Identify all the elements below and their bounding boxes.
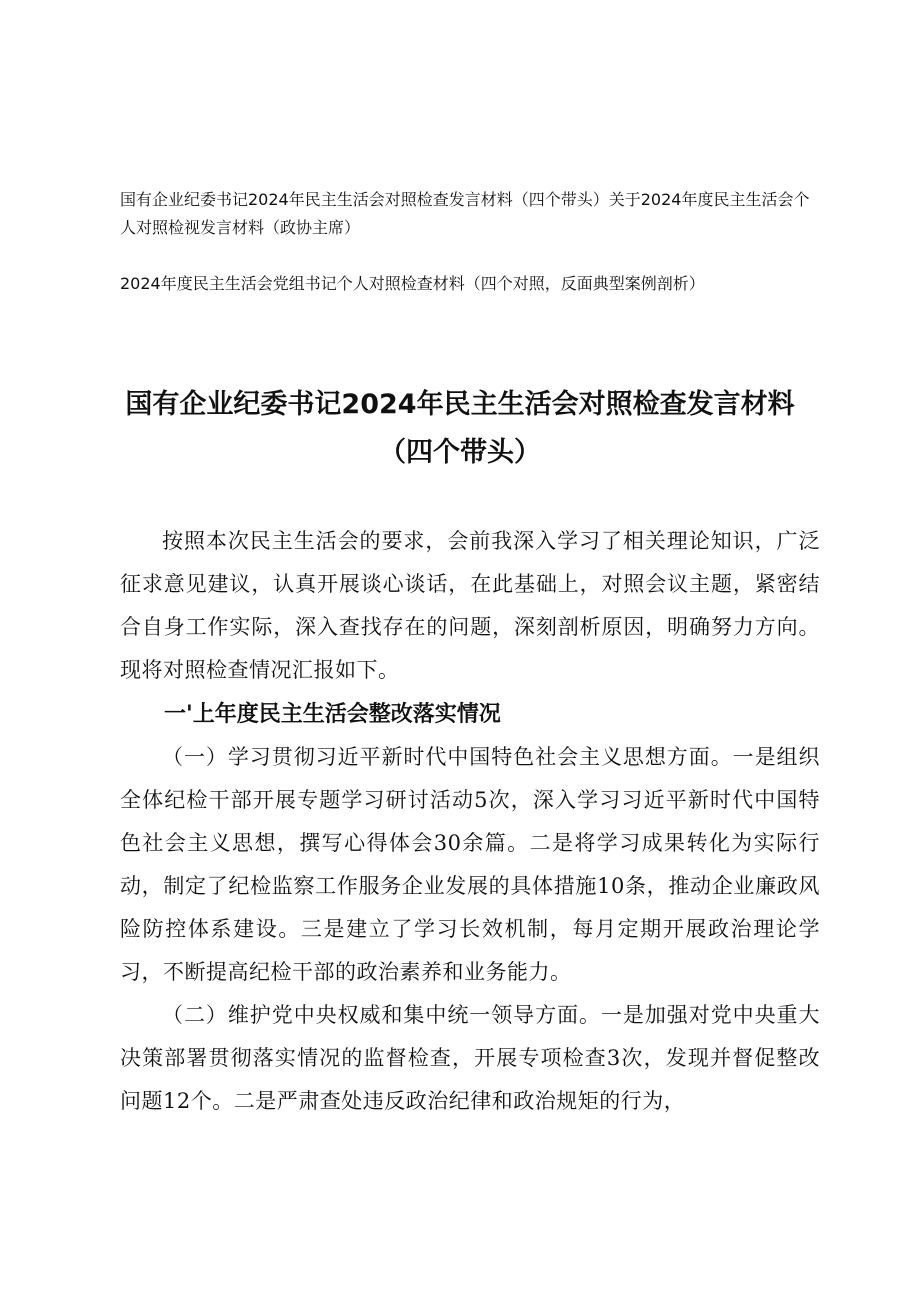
document-title: 国有企业纪委书记2024年民主生活会对照检查发言材料 bbox=[125, 389, 795, 420]
body-paragraph: （二）维护党中央权威和集中统一领导方面。一是加强对党中央重大决策部署贯彻落实情况的监督检查，开展专项检查3次，发现并督促整改问题12个。二是严肃查处违反政治纪律和政治规矩的行为， bbox=[120, 1003, 820, 1113]
toc-entry: 2024年度民主生活会党组书记个人对照检查材料（四个对照，反面典型案例剖析） bbox=[120, 274, 705, 293]
intro-paragraph: 按照本次民主生活会的要求，会前我深入学习了相关理论知识，广泛征求意见建议，认真开展谈心谈话，在此基础上，对照会议主题，紧密结合自身工作实际，深入查找存在的问题，深刻剖析原因，明确努力方向。现将对照检查情况汇报如下。 bbox=[120, 529, 820, 682]
section-heading: 一'上年度民主生活会整改落实情况 bbox=[164, 702, 501, 727]
toc-entry: 国有企业纪委书记2024年民主生活会对照检查发言材料（四个带头）关于2024年度民主生活会个人对照检视发言材料（政协主席） bbox=[120, 190, 810, 237]
body-paragraph: （一）学习贯彻习近平新时代中国特色社会主义思想方面。一是组织全体纪检干部开展专题学习研讨活动5次，深入学习习近平新时代中国特色社会主义思想，撰写心得体会30余篇。二是将学习成果转化为实际行动，制定了纪检监察工作服务企业发展的具体措施10条，推动企业廉政风险防控体系建设。三是建立了学习长效机制，每月定期开展政治理论学习，不断提高纪检干部的政治素养和业务能力。 bbox=[120, 745, 820, 984]
document-subtitle: （四个带头） bbox=[379, 437, 541, 468]
